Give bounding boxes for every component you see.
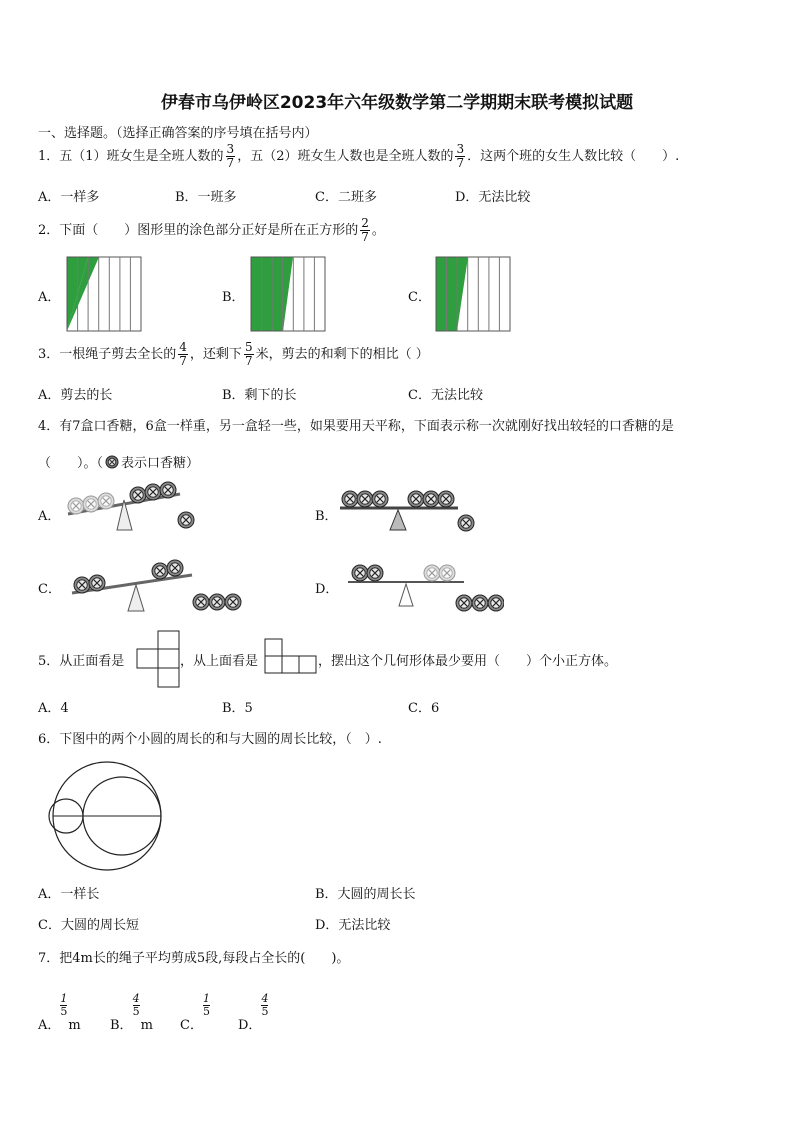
option-b[interactable]: B．剩下的长	[222, 388, 297, 403]
balance-figure-d	[344, 556, 504, 614]
question-4-line2: （ ）。（ 表示口香糖）	[38, 456, 200, 471]
section-heading: 一、选择题。（选择正确答案的序号填在括号内）	[38, 126, 318, 141]
option-c[interactable]: C．二班多	[315, 190, 377, 205]
option-b[interactable]: B．一班多	[175, 190, 237, 205]
question-7: 7．把4m长的绳子平均剪成5段,每段占全长的( )。	[38, 951, 350, 966]
fraction: $\frac{1}{5}$	[202, 992, 210, 1018]
option-b[interactable]: B．	[315, 509, 338, 524]
question-4: 4．有7盒口香糖，6盒一样重，另一盒轻一些，如果要用天平称，下面表示称一次就刚好找出较轻的口香糖的是	[38, 419, 674, 434]
fraction: $\frac{4}{5}$	[261, 992, 269, 1018]
page-title: 伊春市乌伊岭区2023年六年级数学第二学期期末联考模拟试题	[160, 93, 634, 113]
front-view-figure	[136, 630, 180, 688]
option-b[interactable]: B． $\frac{4}{5}$ m	[110, 992, 153, 1033]
fraction: $\frac{3}{7}$	[226, 142, 235, 170]
fraction: $\frac{4}{5}$	[132, 992, 140, 1018]
option-a[interactable]: A．剪去的长	[38, 388, 113, 403]
option-c[interactable]: C．6	[408, 701, 440, 716]
option-d[interactable]: D． $\frac{4}{5}$	[238, 992, 269, 1033]
fraction: $\frac{5}{7}$	[244, 340, 253, 368]
question-2: 2．下面（ ）图形里的涂色部分正好是所在正方形的 $\frac{2}{7}$ 。	[38, 216, 385, 244]
shaded-region	[436, 257, 468, 331]
question-5-part2: ，从上面看是	[180, 654, 259, 669]
question-1: 1．五（1）班女生是全班人数的 $\frac{3}{7}$ ，五（2）班女生人数也是全班人数的 $\frac{3}{7}$ ．这两个班的女生人数比较（ ）.	[38, 142, 680, 170]
option-c[interactable]: C．	[38, 582, 61, 597]
option-a[interactable]: A．一样长	[38, 887, 100, 902]
square-figure-c	[435, 256, 511, 332]
question-5-part3: ，摆出这个几何形体最少要用（ ）个小正方体。	[318, 654, 618, 669]
option-b[interactable]: B．	[222, 290, 245, 305]
option-d[interactable]: D．	[315, 582, 339, 597]
question-6: 6．下图中的两个小圆的周长的和与大圆的周长比较，（ ）.	[38, 732, 382, 747]
option-c[interactable]: C．	[408, 290, 431, 305]
question-3: 3．一根绳子剪去全长的 $\frac{4}{7}$ ，还剩下 $\frac{5}{7}$ 米，剪去的和剩下的相比（ ）	[38, 340, 429, 368]
question-5-part1: 5．从正面看是	[38, 654, 125, 669]
option-a[interactable]: A．4	[38, 701, 69, 716]
option-c[interactable]: C．无法比较	[408, 388, 483, 403]
balance-figure-a	[62, 478, 212, 536]
gum-icon	[105, 455, 119, 469]
balance-figure-c	[66, 553, 250, 615]
option-a[interactable]: A． $\frac{1}{5}$ m	[38, 992, 81, 1033]
balance-figure-b	[336, 484, 486, 534]
fraction: $\frac{3}{7}$	[456, 142, 465, 170]
option-b[interactable]: B．大圆的周长长	[315, 887, 416, 902]
fraction: $\frac{4}{7}$	[179, 340, 187, 368]
option-a[interactable]: A．	[38, 290, 61, 305]
option-d[interactable]: D．无法比较	[455, 190, 531, 205]
fraction: $\frac{2}{7}$	[361, 216, 369, 244]
option-c[interactable]: C． $\frac{1}{5}$	[180, 992, 210, 1033]
option-a[interactable]: A．一样多	[38, 190, 100, 205]
square-figure-a	[66, 256, 142, 332]
fraction: $\frac{1}{5}$	[60, 992, 68, 1018]
option-d[interactable]: D．无法比较	[315, 918, 391, 933]
circles-figure	[44, 760, 170, 872]
option-b[interactable]: B．5	[222, 701, 253, 716]
square-figure-b	[250, 256, 326, 332]
option-c[interactable]: C．大圆的周长短	[38, 918, 139, 933]
option-a[interactable]: A．	[38, 509, 61, 524]
top-view-figure	[264, 638, 320, 676]
